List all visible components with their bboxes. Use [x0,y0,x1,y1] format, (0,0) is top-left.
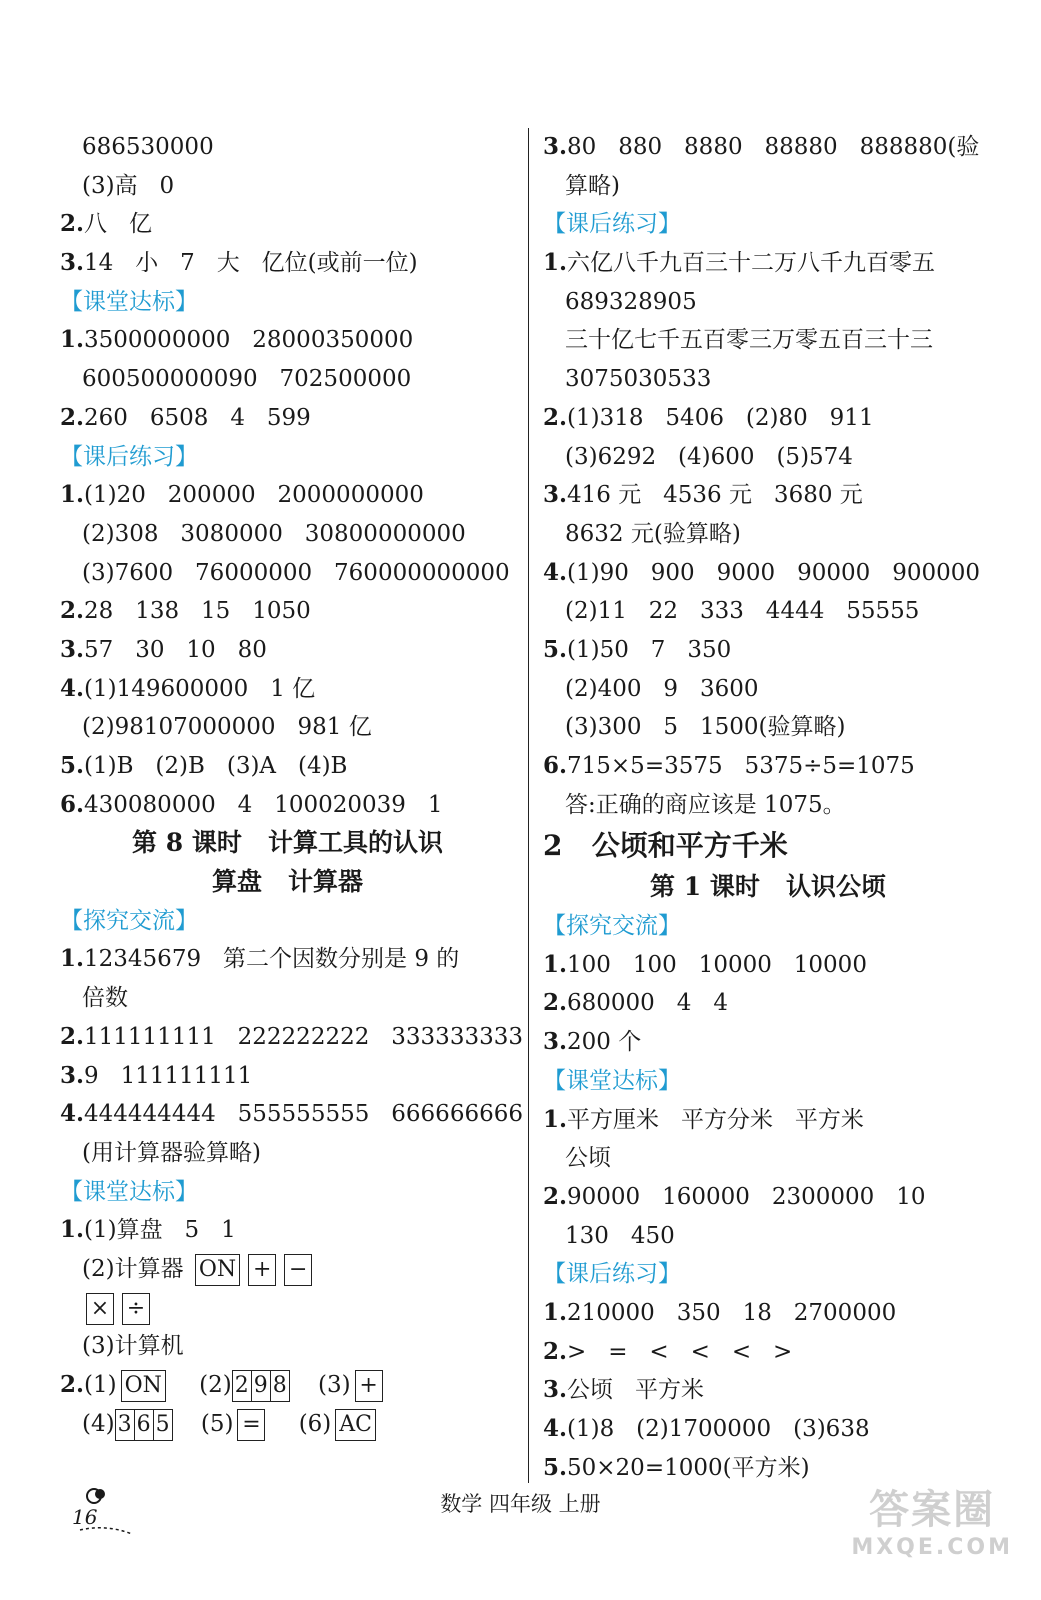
answer-line [543,321,993,360]
calculator-key: − [284,1254,312,1286]
answer-line [543,167,993,206]
spacer [387,1372,416,1398]
answer-line [543,438,993,477]
answer-line [543,128,993,167]
answer-text: 57 30 10 80 [84,636,267,663]
answer-text: 倍数 [82,985,128,1012]
answer-text: 260 6508 4 599 [84,404,311,431]
answer-line [543,1217,993,1256]
part-label: (1) [84,1372,117,1398]
answer-text: 715×5=3575 5375÷5=1075 [567,753,915,779]
question-number: 2. [60,597,85,625]
answer-text: > = < < < > [567,1338,793,1365]
section-tag: 【课后练习】 [60,443,198,470]
question-number: 3. [60,635,85,663]
answer-text: 444444444 555555555 666666666 [84,1101,523,1128]
calculator-key: ON [121,1370,166,1402]
question-number: 1. [543,249,568,277]
answer-text: 算略) [565,172,620,199]
question-number: 2. [60,1022,85,1050]
answer-text: (1)149600000 1 亿 [84,675,316,702]
answer-text: 100 100 10000 10000 [567,951,867,978]
question-number: 3. [543,1376,568,1404]
answer-text: (1)90 900 9000 90000 900000 [567,559,980,586]
answer-line [60,1250,515,1289]
answer-line [60,554,515,593]
answer-text: 八 亿 [84,211,152,238]
digit-key: 3 [115,1409,135,1441]
spacer [269,1411,298,1437]
answer-line [543,515,993,554]
question-number: 3. [60,1061,85,1089]
answer-text: 3500000000 28000350000 [84,327,414,354]
question-number: 5. [543,635,568,663]
answer-text: 686530000 [82,134,214,160]
answer-line [543,1294,993,1333]
answer-line [60,360,515,399]
answer-line [60,592,515,631]
answer-text: (用计算器验算略) [82,1139,261,1166]
answer-text: (3)高 0 [82,172,175,199]
digit-key: 2 [232,1370,252,1402]
answer-text: 公顷 平方米 [567,1377,704,1404]
answer-line [543,399,993,438]
section-tag: 【探究交流】 [543,913,681,940]
spacer [380,1411,409,1437]
answer-line [543,1333,993,1372]
answer-text: 416 元 4536 元 3680 元 [567,482,863,509]
answer-line [543,360,993,399]
answer-line [543,1023,993,1062]
question-number: 4. [543,1415,568,1442]
answer-text: 50×20=1000(平方米) [567,1454,810,1481]
part-label: (6) [298,1410,332,1437]
answer-text: 200 个 [567,1029,642,1056]
answer-text: 680000 4 4 [567,990,728,1017]
question-number: 2. [543,403,568,431]
calculator-key: = [237,1409,265,1441]
answer-line [60,476,515,515]
answer-line [60,1095,523,1134]
answer-line [60,1018,523,1057]
watermark-url: MXQE.COM [851,1535,1013,1560]
page-number: 16 [72,1505,98,1529]
answer-line [60,128,515,167]
answer-text: 111111111 222222222 333333333 [84,1023,523,1050]
answer-line [543,708,993,747]
digit-key: 5 [153,1409,173,1441]
answer-line [543,670,993,709]
answer-text: (3)300 5 1500(验算略) [565,714,846,741]
answer-line [543,786,993,825]
section-tag: 【课堂达标】 [60,288,198,315]
answer-text: 公顷 [565,1145,611,1172]
answer-line [543,984,993,1023]
digit-key: 8 [270,1370,290,1402]
answer-line [543,592,993,631]
answer-line [60,1405,515,1444]
question-number: 4. [60,1100,85,1128]
question-number: 2. [543,1182,568,1210]
calculator-key: ON [195,1254,240,1286]
answer-line [543,946,993,985]
answer-line [60,670,515,709]
answer-line [543,1371,993,1410]
answer-text: 平方厘米 平方分米 平方米 [567,1106,864,1133]
spacer [170,1372,199,1398]
watermark [851,1478,1013,1560]
digit-key: 9 [251,1370,271,1402]
section-tag: 【课后练习】 [543,211,681,238]
answer-text: (3)计算机 [82,1333,184,1360]
answer-line [60,1211,515,1250]
question-number: 5. [543,1453,568,1481]
part-label: (2) [199,1372,232,1398]
question-number: 4. [543,558,568,586]
question-number: 3. [543,481,568,509]
answer-text: (3)7600 76000000 760000000000 [82,559,510,586]
answer-text: (1)算盘 5 1 [84,1217,236,1244]
answer-line [543,1139,993,1178]
part-label: (5) [200,1410,234,1437]
calculator-key: + [248,1254,276,1286]
answer-text: 689328905 [565,288,697,315]
digit-key: 6 [134,1409,154,1441]
answer-line [60,1327,515,1366]
answer-text: (1)B (2)B (3)A (4)B [84,753,348,779]
answer-text: (2)11 22 333 4444 55555 [565,598,920,625]
answer-line [60,244,515,283]
answer-text: (1)8 (2)1700000 (3)638 [567,1416,870,1442]
answer-line [60,631,515,670]
question-number: 2. [60,210,85,238]
answer-line [60,1134,515,1173]
lesson-heading: 第 8 课时 计算工具的认识 [132,828,443,858]
answer-line [60,1289,515,1328]
answer-text: 答:正确的商应该是 1075。 [565,791,846,818]
answer-line [60,747,515,786]
answer-line [543,747,993,786]
answer-text: 90000 160000 2300000 10 [567,1183,926,1210]
right-column [543,128,993,1487]
lesson-heading: 算盘 计算器 [211,867,364,897]
answer-text: 六亿八千九百三十二万八千九百零五 [567,250,936,277]
question-number: 1. [60,1216,85,1244]
question-number: 4. [60,674,85,702]
answer-line [543,1410,993,1449]
answer-text: (1)318 5406 (2)80 911 [567,404,874,431]
question-number: 2. [543,1337,568,1365]
calculator-key: + [355,1370,383,1402]
answer-text: 8632 元(验算略) [565,520,741,547]
answer-text: 12345679 第二个因数分别是 9 的 [84,946,460,973]
answer-line [543,283,993,322]
answer-text: (2)98107000000 981 亿 [82,714,372,741]
unit-heading: 2 公顷和平方千米 [543,829,788,863]
column-divider [528,128,529,1483]
section-tag: 【课堂达标】 [543,1067,681,1094]
answer-text: 130 450 [565,1222,675,1249]
question-number: 1. [60,945,85,973]
question-number: 3. [543,133,568,160]
answer-text: 600500000090 702500000 [82,366,412,393]
answer-text: 3075030533 [565,366,712,393]
answer-text: (2)计算器 [82,1255,191,1282]
lesson-heading: 第 1 课时 认识公顷 [650,872,886,902]
left-column [60,128,523,1443]
section-tag: 【课堂达标】 [60,1178,198,1205]
watermark-logo-text: 答案圈 [869,1487,996,1533]
spacer [172,1411,201,1437]
question-number: 1. [60,326,85,354]
question-number: 5. [60,752,85,779]
question-number: 2. [543,989,568,1017]
answer-text: (2)308 3080000 30800000000 [82,520,466,547]
question-number: 2. [60,403,85,431]
answer-text: 210000 350 18 2700000 [567,1299,897,1326]
answer-line [543,1178,993,1217]
answer-text: (2)400 9 3600 [565,675,759,702]
answer-text: 28 138 15 1050 [84,598,311,625]
page-footer: 数学 四年级 上册 [440,1492,601,1516]
question-number: 2. [60,1371,85,1398]
answer-line [60,205,515,244]
question-number: 1. [543,1105,568,1133]
question-number: 3. [60,249,85,277]
answer-line [60,786,515,825]
section-tag: 【课后练习】 [543,1261,681,1288]
calculator-key: ÷ [122,1293,150,1325]
answer-line [60,979,515,1018]
answer-text: (1)50 7 350 [567,636,732,663]
question-number: 1. [60,481,85,509]
part-label: (3) [318,1372,351,1398]
answer-line [60,515,515,554]
answer-text: (3)6292 (4)600 (5)574 [565,443,853,470]
answer-text: 三十亿七千五百零三万零五百三十三 [565,327,933,354]
answer-line [60,399,515,438]
answer-line [543,1101,993,1140]
answer-line [60,167,515,206]
section-tag: 【探究交流】 [60,907,198,934]
answer-text: 430080000 4 100020039 1 [84,791,443,818]
calculator-key: × [86,1293,114,1325]
answer-line [60,1057,515,1096]
answer-text: (1)20 200000 2000000000 [84,482,424,509]
question-number: 6. [543,752,568,779]
calculator-key: AC [335,1409,376,1441]
answer-line [60,1366,515,1405]
part-label: (4) [82,1410,115,1437]
digit-keys [115,1411,172,1437]
answer-text: 80 880 8880 88880 888880(验 [567,134,980,160]
answer-text: 9 111111111 [84,1062,253,1089]
question-number: 1. [543,1298,568,1326]
digit-keys [232,1372,289,1398]
answer-line [60,940,515,979]
answer-line [60,321,515,360]
spacer [289,1372,318,1398]
answer-line [543,554,993,593]
question-number: 3. [543,1028,568,1056]
answer-line [543,631,993,670]
answer-line [60,708,515,747]
answer-line [543,476,993,515]
answer-line [543,244,993,283]
question-number: 6. [60,790,85,818]
question-number: 1. [543,950,568,978]
answer-text: 14 小 7 大 亿位(或前一位) [84,250,418,277]
